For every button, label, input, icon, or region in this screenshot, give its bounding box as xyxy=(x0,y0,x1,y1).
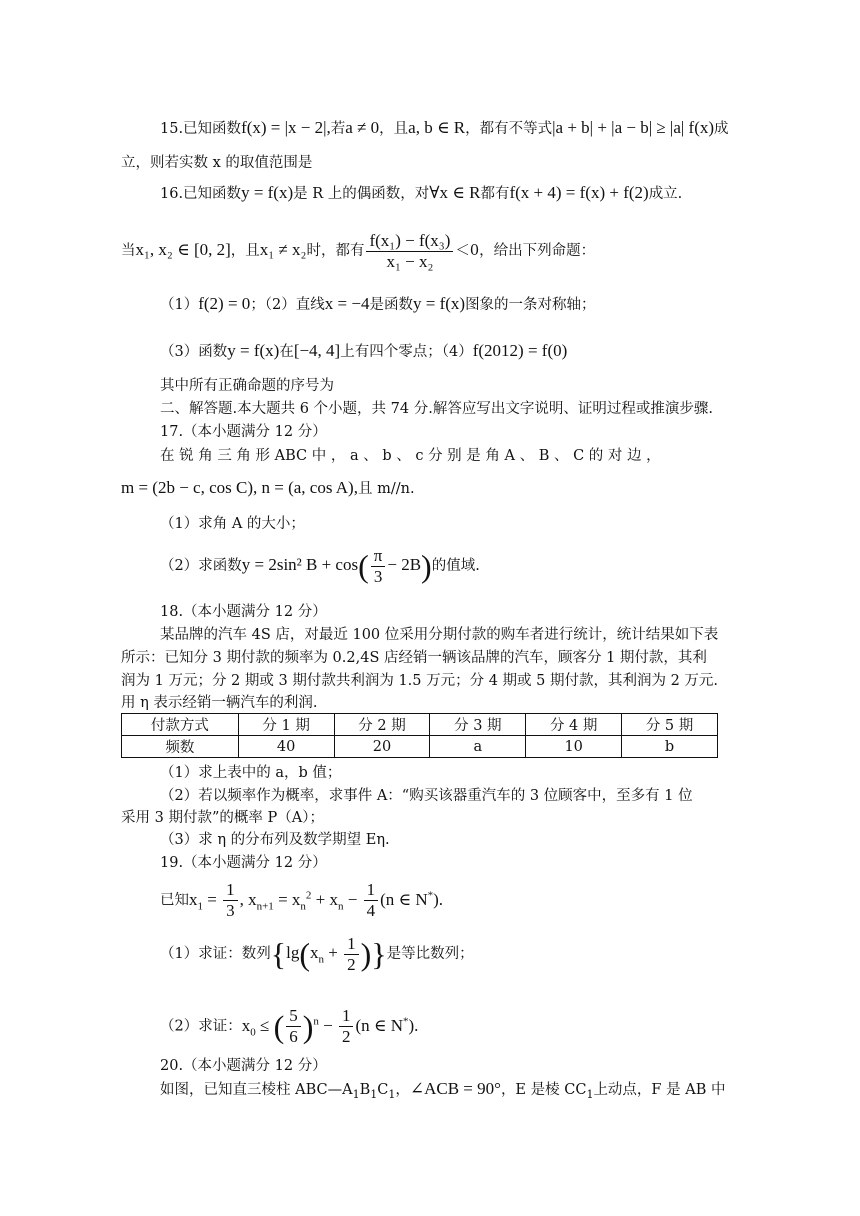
subscript: 1 xyxy=(370,1087,378,1101)
paren-open: ( xyxy=(273,1008,285,1045)
q19-fraction xyxy=(223,880,238,921)
q17-title: 17.（本小题满分 12 分） xyxy=(160,424,327,440)
fraction-denominator: 3 xyxy=(373,566,383,586)
q20-text: 上动点，F 是 AB 中 xyxy=(593,1082,726,1098)
q16-text: （1） xyxy=(160,297,199,313)
subscript: 1 xyxy=(586,1087,594,1101)
fraction-numerator: 1 xyxy=(223,880,238,901)
q16-text: 成立. xyxy=(648,186,683,202)
q16-prop-3-4 xyxy=(160,341,567,362)
q16-math: [−4, 4] xyxy=(293,341,341,360)
q20-text: ，E 是棱 CC xyxy=(500,1082,587,1098)
q16-text: 16.已知函数 xyxy=(160,186,242,202)
q16-prop-1-2 xyxy=(160,294,596,315)
table-cell: 分 4 期 xyxy=(526,714,622,736)
q19-text: 已知 xyxy=(160,892,189,909)
q17-math: y = 2sin² B + cos xyxy=(241,555,359,574)
q15-text: ，都有不等式 xyxy=(465,121,553,137)
table-cell: 分 1 期 xyxy=(238,714,334,736)
table-cell: 付款方式 xyxy=(122,714,239,736)
q18-part1: （1）求上表中的 a，b 值； xyxy=(160,765,342,781)
q16-math: x₁, x₂ ∈ [0, 2] xyxy=(135,240,231,259)
table-cell: 分 5 期 xyxy=(622,714,718,736)
q18-body3: 润为 1 万元；分 2 期或 3 期付款共利润为 1.5 万元；分 4 期或 5 期付款，其利润为 2 万元. xyxy=(121,673,719,689)
q15-math: f(x) = |x − 2|, xyxy=(241,118,331,137)
q19-fraction xyxy=(286,1006,301,1047)
q16-text: （3）函数 xyxy=(160,344,228,360)
q17-text: （2）求函数 xyxy=(160,558,242,574)
fraction-numerator: π xyxy=(371,546,386,567)
fraction-denominator: 2 xyxy=(341,1027,351,1047)
fraction-denominator: 4 xyxy=(366,901,376,921)
table-cell: 10 xyxy=(526,736,622,758)
q16-text: 上有四个零点；（4） xyxy=(340,344,473,360)
q20-text: ， xyxy=(395,1082,410,1098)
q19-text: （1）求证：数列 xyxy=(160,946,271,962)
q16-line1 xyxy=(160,183,682,204)
q19-math: $x_n$ + xyxy=(309,943,343,966)
q20-math: ∠ACB = 90° xyxy=(409,1079,501,1098)
q15-line1 xyxy=(160,118,729,139)
q18-part3: （3）求 η 的分布列及数学期望 Eη. xyxy=(160,832,390,848)
q17-math: − 2B xyxy=(387,555,422,574)
q20-text: 如图，已知直三棱柱 ABC—A xyxy=(160,1082,353,1098)
brace-open: { xyxy=(270,936,287,972)
q15-line2: 立，则若实数 x 的取值范围是 xyxy=(121,155,313,171)
q16-text: 是函数 xyxy=(369,297,413,313)
q15-text: 15.已知函数 xyxy=(160,121,242,137)
table-cell: 40 xyxy=(238,736,334,758)
q19-math: $x_1$ = xyxy=(189,889,222,913)
table-cell: a xyxy=(430,736,526,758)
section-2-heading: 二、解答题.本大题共 6 个小题，共 74 分.解答应写出文字说明、证明过程或推演步骤. xyxy=(160,401,713,417)
fraction-denominator: 6 xyxy=(289,1027,298,1047)
q18-body1: 某品牌的汽车 4S 店，对最近 100 位采用分期付款的购车者进行统计，统计结果如下表 xyxy=(160,627,719,643)
q17-line1: 在 锐 角 三 角 形 ABC 中 ， a 、 b 、 c 分 别 是 角 A 、 B 、 C 的 对 边 ， xyxy=(160,448,661,464)
q19-math: (n ∈ N*). xyxy=(380,889,444,909)
q15-text: ，且 xyxy=(379,121,409,137)
q20-title: 20.（本小题满分 12 分） xyxy=(160,1058,327,1074)
q16-fraction xyxy=(366,231,453,272)
q16-ask: 其中所有正确命题的序号为 xyxy=(160,378,334,394)
q16-math: y = f(x) xyxy=(227,341,280,360)
q19-part1 xyxy=(160,930,474,976)
q20-text: B xyxy=(359,1082,371,1098)
q18-body4: 用 η 表示经销一辆汽车的利润. xyxy=(121,695,318,711)
q16-math: x₁ ≠ x₂ xyxy=(259,240,307,259)
q19-math: $^n$ − xyxy=(313,1015,337,1035)
q17-line2 xyxy=(121,478,415,499)
q16-math: f(x + 4) = f(x) + f(2) xyxy=(509,183,649,202)
q19-fraction xyxy=(339,1006,354,1047)
q16-text: 当 xyxy=(121,243,136,259)
q19-math: $x_0$ ≤ xyxy=(241,1015,274,1039)
q16-line2 xyxy=(121,225,595,275)
q18-body2: 所示：已知分 3 期付款的频率为 0.2,4S 店经销一辆该品牌的汽车，顾客分 1 期付款，其利 xyxy=(121,650,707,666)
q16-math: y = f(x) xyxy=(412,294,466,313)
subscript: 1 xyxy=(388,1087,396,1101)
table-cell: 20 xyxy=(334,736,430,758)
q16-text: ；（2）直线 xyxy=(250,297,325,313)
fraction-numerator: f(x₁) − f(x₃) xyxy=(366,231,453,252)
table-cell: b xyxy=(622,736,718,758)
fraction-numerator: 5 xyxy=(286,1006,301,1027)
q19-fraction xyxy=(364,880,379,921)
q15-math: a, b ∈ R xyxy=(408,118,466,137)
q18-part2b: 采用 3 期付款”的概率 P（A）； xyxy=(121,810,324,826)
q19-given xyxy=(160,872,444,921)
fraction-numerator: 1 xyxy=(364,880,379,901)
table-cell: 分 3 期 xyxy=(430,714,526,736)
q18-frequency-table xyxy=(121,713,718,758)
q19-fraction xyxy=(344,934,359,975)
q19-title: 19.（本小题满分 12 分） xyxy=(160,855,327,871)
table-cell: 频数 xyxy=(122,736,239,758)
fraction-numerator: 1 xyxy=(344,934,359,955)
brace-close: } xyxy=(371,936,387,972)
q16-math: f(2) = 0 xyxy=(198,294,251,313)
paren-open: ( xyxy=(299,936,310,972)
table-header-row xyxy=(122,714,718,736)
q18-title: 18.（本小题满分 12 分） xyxy=(160,604,327,620)
q15-math: a ≠ 0 xyxy=(345,118,380,137)
paren-close: ) xyxy=(360,936,372,972)
q15-text: 若 xyxy=(330,121,346,137)
q16-text: ＜0，给出下列命题： xyxy=(455,243,596,259)
table-row xyxy=(122,736,718,758)
fraction-numerator: 1 xyxy=(339,1006,354,1027)
q16-math: x = −4 xyxy=(324,294,370,313)
q16-math: y = f(x) xyxy=(241,183,294,202)
fraction-denominator: x₁ − x₂ xyxy=(386,251,434,271)
q17-part1: （1）求角 A 的大小； xyxy=(160,516,305,532)
subscript: 1 xyxy=(352,1087,360,1101)
q16-text: ，且 xyxy=(230,243,260,259)
q15-text: 成 xyxy=(714,121,729,137)
q18-part2a: （2）若以频率作为概率，求事件 A：“购买该器重汽车的 3 位顾客中，至多有 1 位 xyxy=(160,788,693,804)
q16-text: 图象的一条对称轴； xyxy=(465,297,596,313)
q16-text: 在 xyxy=(279,344,294,360)
paren-open: ( xyxy=(358,548,369,584)
q16-text: 时，都有 xyxy=(306,243,365,259)
q16-math: ∀x ∈ R xyxy=(429,183,481,202)
q17-math: m = (2b − c, cos C), n = (a, cos A), xyxy=(121,478,358,497)
q19-text: （2）求证： xyxy=(160,1018,242,1035)
q15-math: |a + b| + |a − b| ≥ |a| f(x) xyxy=(552,118,715,137)
q16-text: 都有 xyxy=(480,186,510,202)
paren-close: ) xyxy=(302,1008,314,1045)
q17-fraction xyxy=(371,546,386,587)
fraction-denominator: 3 xyxy=(226,901,235,921)
fraction-denominator: 2 xyxy=(347,954,356,974)
q19-text: 是等比数列； xyxy=(386,946,474,962)
q20-text: C xyxy=(377,1082,389,1098)
q17-text: 的值域. xyxy=(431,558,480,574)
q19-math: , $x_{n+1} = x_n^2 + x_n$ − xyxy=(239,889,362,913)
q19-part2 xyxy=(160,996,418,1046)
paren-close: ) xyxy=(421,548,432,584)
table-cell: 分 2 期 xyxy=(334,714,430,736)
q17-text: 且 m//n. xyxy=(357,481,415,497)
q16-math: f(2012) = f(0) xyxy=(472,341,568,360)
q20-line1 xyxy=(160,1079,725,1105)
q16-text: 是 R 上的偶函数，对 xyxy=(293,186,430,202)
q17-part2 xyxy=(160,540,480,590)
q19-math: lg xyxy=(286,943,300,962)
q19-math: (n ∈ N*). xyxy=(355,1015,419,1035)
